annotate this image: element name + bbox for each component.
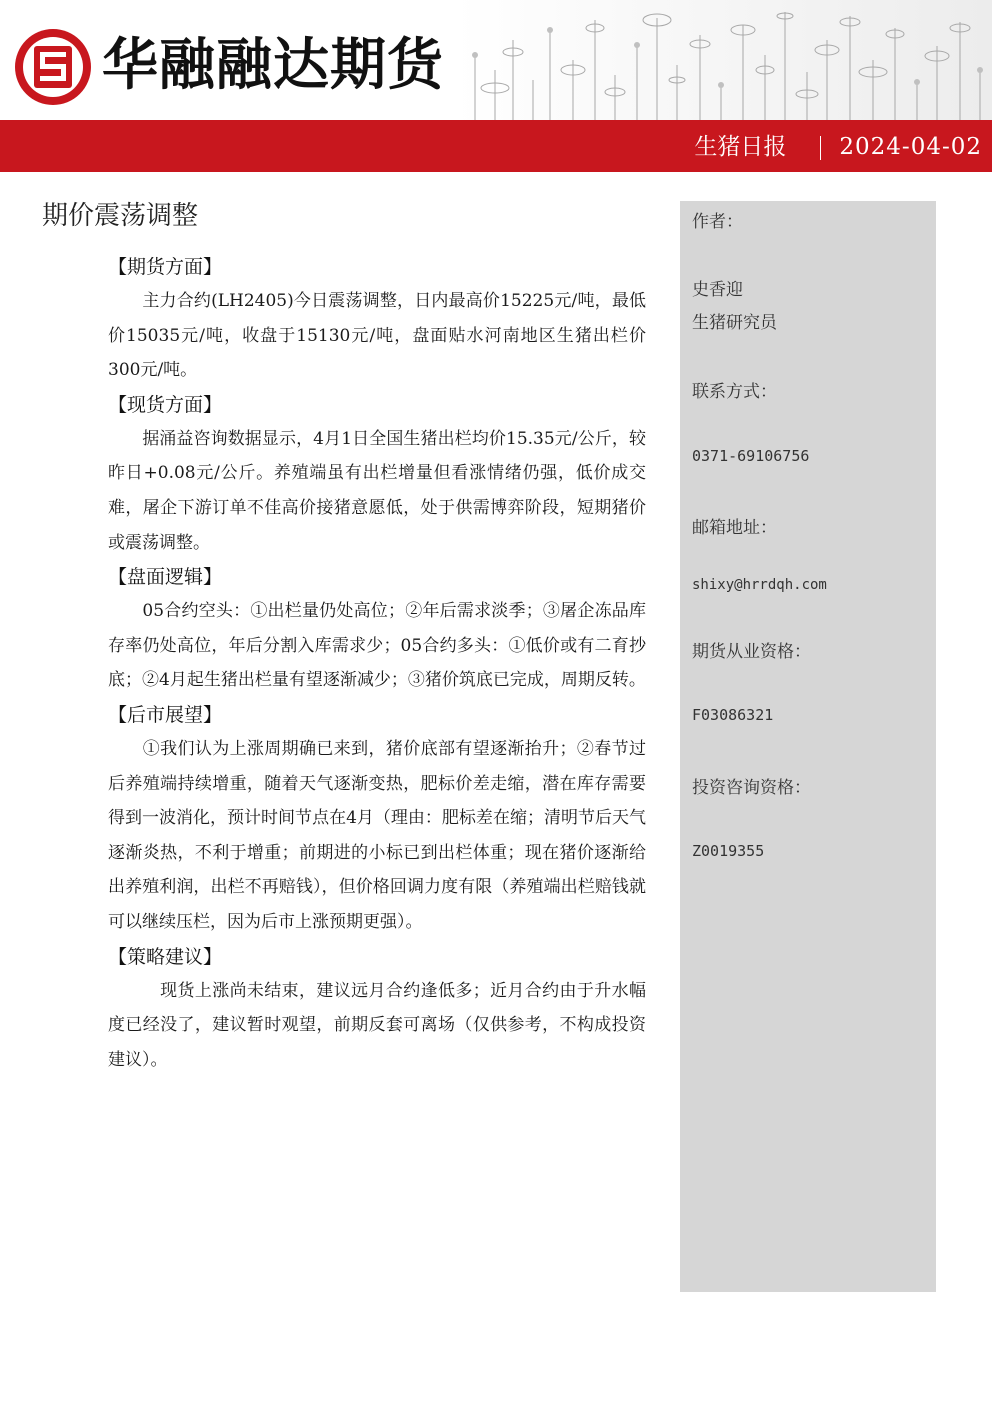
report-meta [694,128,982,166]
section-heading-logic: 【盘面逻辑】 [108,566,223,589]
email-link[interactable]: shixy@hrrdqh.com [692,577,827,593]
futures-qualification-number: F03086321 [692,706,774,724]
section-heading-outlook: 【后市展望】 [108,703,223,726]
section-heading-strategy: 【策略建议】 [108,945,223,968]
author-label: 作者： [692,212,743,232]
company-name: 华融融达期货 [102,33,444,98]
section-text-strategy: 现货上涨尚未结束，建议远月合约逢低多；近月合约由于升水幅度已经没了，建议暂时观望，前期反套可离场（仅供参考，不构成投资建议）。 [108,980,646,1070]
author-name: 史香迎 [692,280,743,300]
divider [820,136,821,160]
section-text-futures: 主力合约(LH2405)今日震荡调整，日内最高价15225元/吨，最低价15035元/吨，收盘于15130元/吨，盘面贴水河南地区生猪出栏价300元/吨。 [108,291,646,381]
futures-qualification-label: 期货从业资格： [692,642,811,662]
investment-qualification-number: Z0019355 [692,842,765,860]
author-sidebar [680,201,936,1292]
report-date: 2024-04-02 [839,134,982,160]
investment-qualification-label: 投资咨询资格： [692,778,811,798]
section-text-logic: 05合约空头：①出栏量仍处高位；②年后需求淡季；③屠企冻品库存率仍处高位，年后分割入库需求少；05合约多头：①低价或有二育抄底；②4月起生猪出栏量有望逐渐减少；③猪价筑底已完成，周期反转。 [108,601,646,691]
company-logo-icon [12,26,94,108]
decorative-skyline-graphic [455,0,992,120]
phone-number: 0371-69106756 [692,447,810,465]
page-header [0,0,992,120]
section-heading-spot: 【现货方面】 [108,393,223,416]
contact-label: 联系方式： [692,382,777,402]
article-body [108,250,646,1077]
section-heading-futures: 【期货方面】 [108,256,223,278]
report-type: 生猪日报 [694,134,787,160]
email-label: 邮箱地址： [692,518,777,538]
author-title: 生猪研究员 [692,313,777,333]
section-text-spot: 据涌益咨询数据显示，4月1日全国生猪出栏均价15.35元/公斤，较昨日+0.08元/公斤。养殖端虽有出栏增量但看涨情绪仍强，低价成交难，屠企下游订单不佳高价接猪意愿低，处于供需博弈阶段，短期猪价或震荡调整。 [108,428,646,553]
section-text-outlook: ①我们认为上涨周期确已来到，猪价底部有望逐渐抬升；②春节过后养殖端持续增重，随着天气逐渐变热，肥标价差走缩，潜在库存需要得到一波消化，预计时间节点在4月（理由：肥标差在缩；清明节后天气逐渐炎热，不利于增重；前期进的小标已到出栏体重；现在猪价逐渐给出养殖利润，出栏不再赔钱），但价格回调力度有限（养殖端出栏赔钱就可以继续压栏，因为后市上涨预期更强）。 [108,738,646,932]
article-title: 期价震荡调整 [42,201,199,231]
